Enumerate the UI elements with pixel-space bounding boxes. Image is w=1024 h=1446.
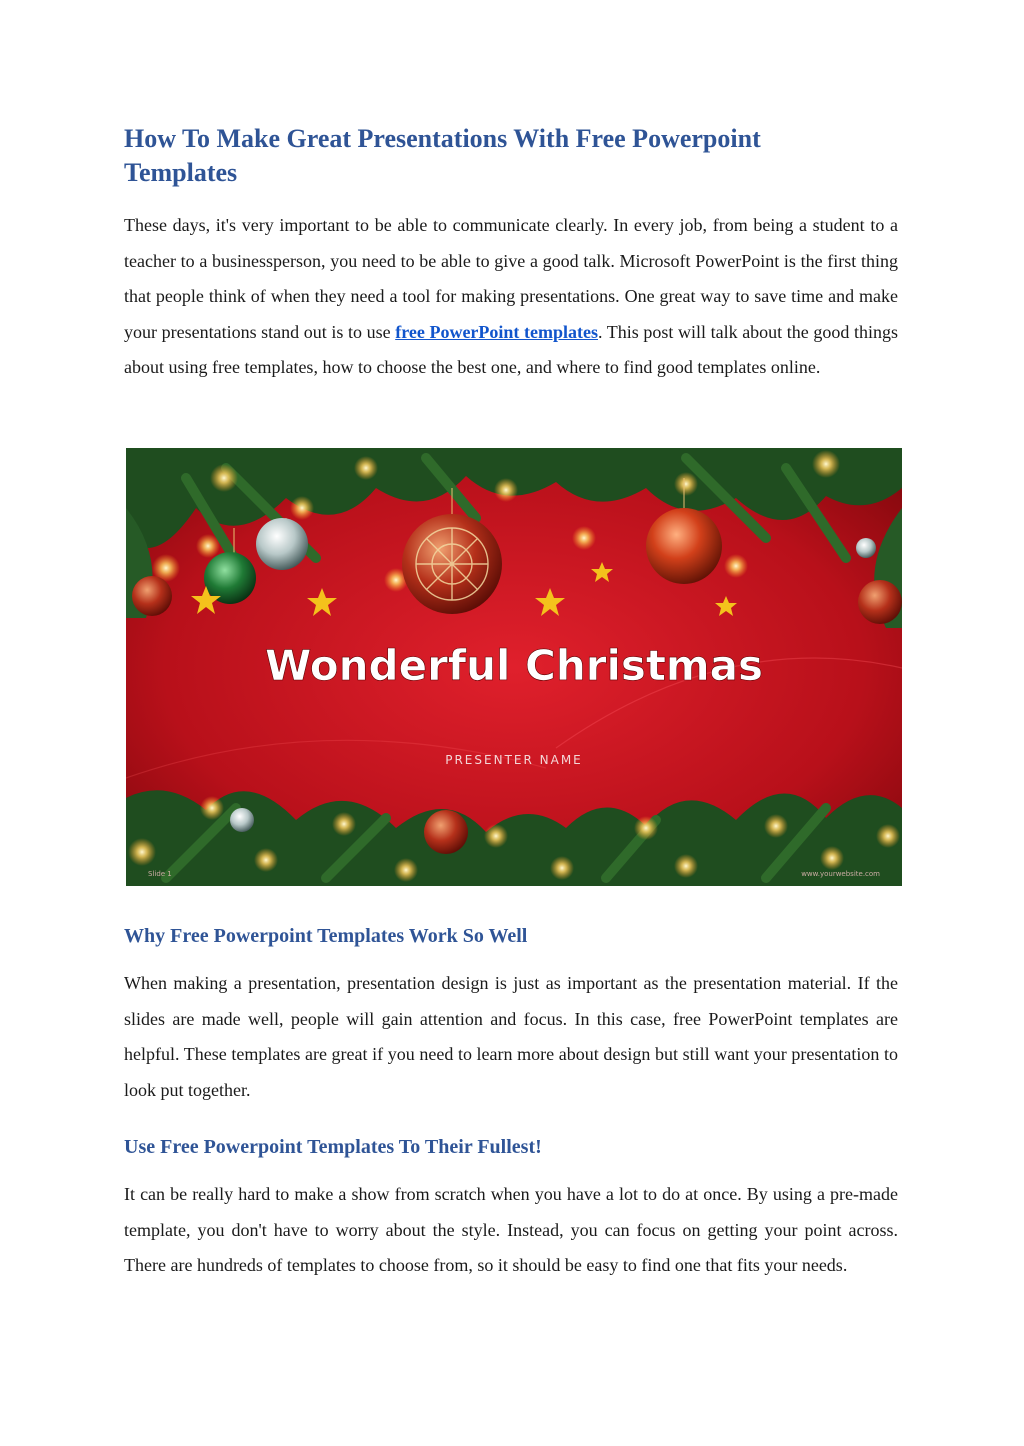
slide-title: Wonderful Christmas [264, 641, 764, 690]
section-paragraph-use: It can be really hard to make a show from scratch when you have a lot to do at once. By using a pre-made template, you don't have to worry about the style. Instead, you can focus on getting your point across. There are hundreds of templates to choose from, so it should be easy to find one that fits your needs. [124, 1184, 898, 1276]
article-title: How To Make Great Presentations With Free Powerpoint Templates [124, 124, 761, 187]
intro-paragraph [124, 208, 898, 386]
section-heading-why: Why Free Powerpoint Templates Work So Well [124, 925, 528, 947]
slide-presenter-name: PRESENTER NAME [445, 753, 583, 767]
section-paragraph-why: When making a presentation, presentation design is just as important as the presentation material. If the slides are made well, people will gain attention and focus. In this case, free PowerPoint templates are helpful. These templates are great if you need to learn more about design but still want your presentation to look put together. [124, 973, 898, 1100]
intro-text-before-link: These days, it's very important to be able to communicate clearly. In every job, from being a student to a teacher to a businessperson, you need to be able to give a good talk. Microsoft PowerPoint is the first thing that people think of when they need a tool for making presentations. One great way to save time and make your presentations stand out is to use [124, 215, 898, 342]
christmas-slide-image [126, 448, 902, 886]
slide-website-label: www.yourwebsite.com [801, 870, 880, 878]
free-powerpoint-templates-link[interactable]: free PowerPoint templates [395, 321, 598, 342]
article-header [124, 122, 898, 386]
intro-text-after-link: . This post will talk about the good things about using free templates, how to choose the best one, and where to find good templates online. [124, 321, 898, 378]
section-heading-use: Use Free Powerpoint Templates To Their Fullest! [124, 1136, 542, 1158]
slide-number-label: Slide 1 [148, 870, 172, 878]
